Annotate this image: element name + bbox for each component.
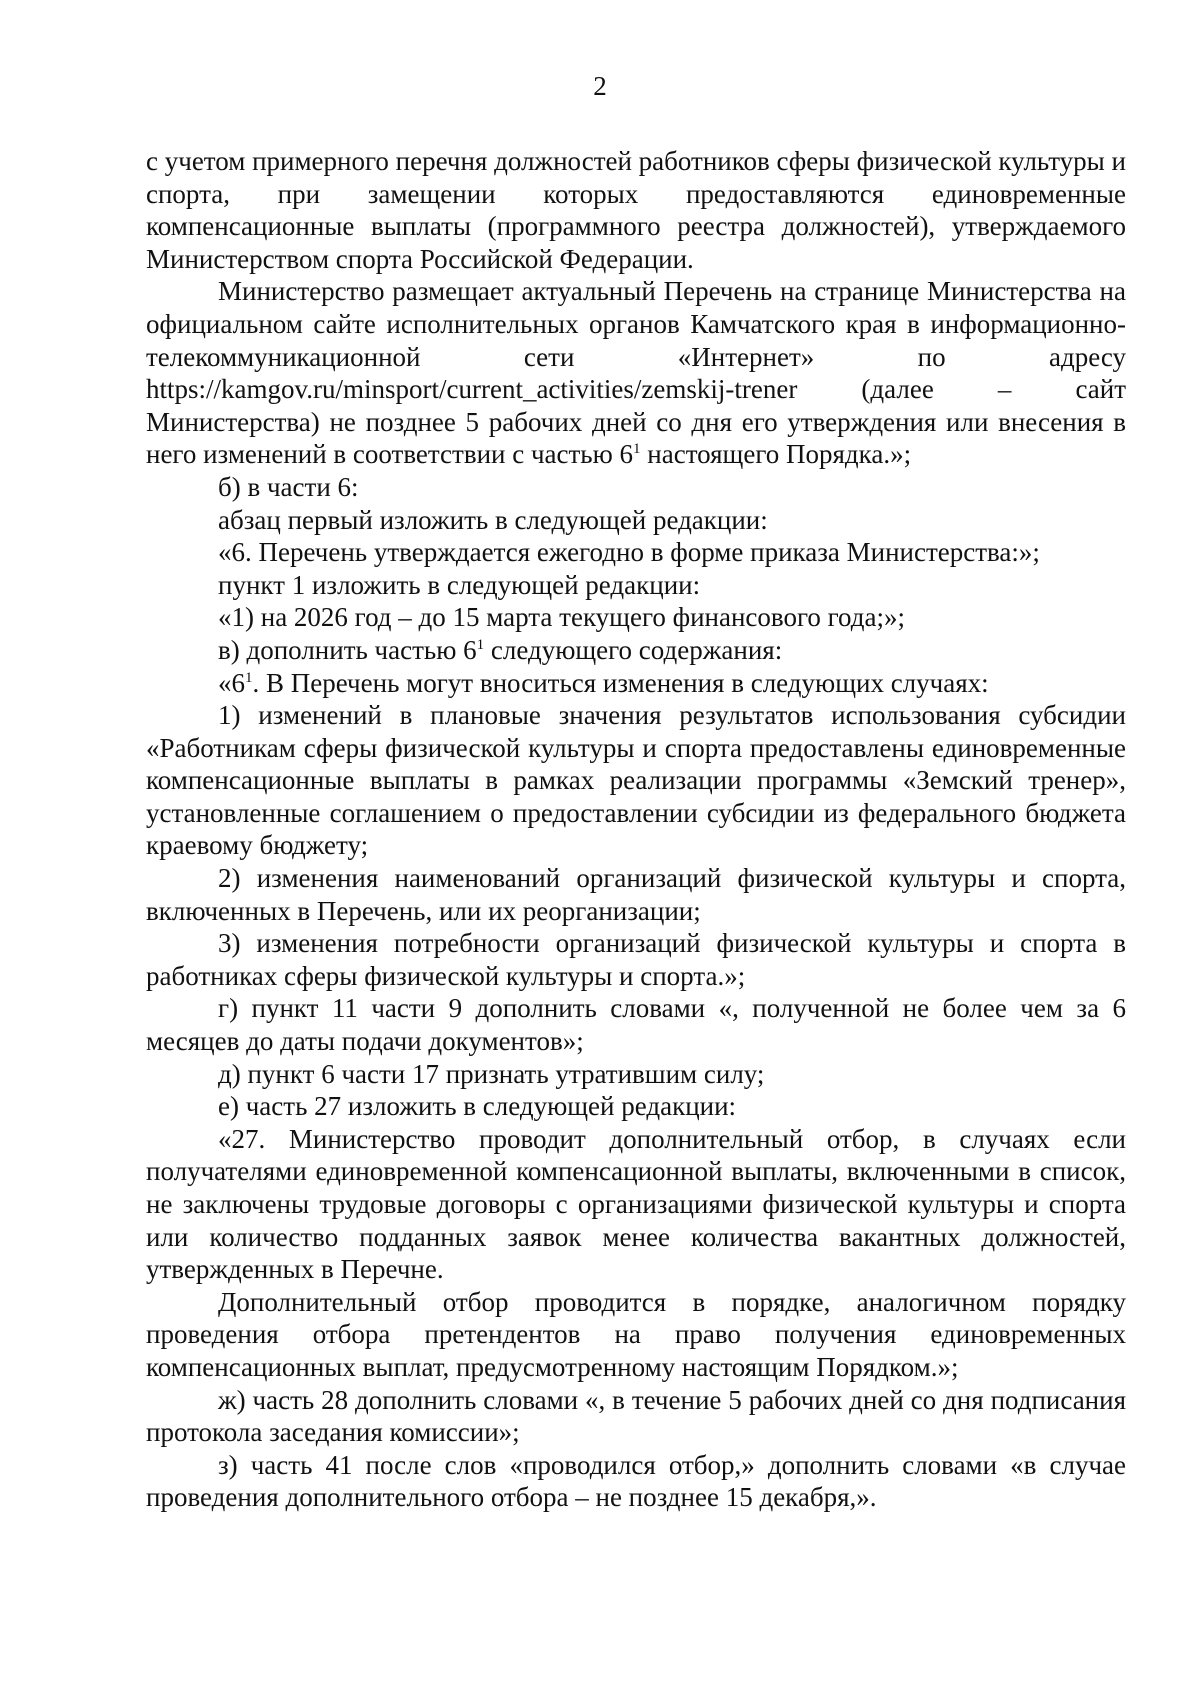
paragraph-item-v <box>146 634 1126 667</box>
paragraph-additional-selection: Дополнительный отбор проводится в порядке, аналогичном порядку проведения отбора претендентов на право получения единовременных компенсационных выплат, предусмотренному настоящим Порядком.»; <box>146 1286 1126 1382</box>
page-number: 2 <box>593 71 607 101</box>
paragraph-case-2: 2) изменения наименований организаций физической культуры и спорта, включенных в Перечень, или их реорганизации; <box>146 863 1126 926</box>
paragraph-first-abzac: абзац первый изложить в следующей редакции: <box>218 504 768 535</box>
superscript: 1 <box>476 636 485 653</box>
paragraph-site-publication <box>146 275 1126 471</box>
paragraph-continuation: с учетом примерного перечня должностей работников сферы физической культуры и спорта, при замещении которых предоставляются единовременные компенсационные выплаты (программного реестра должностей), утверждаемого Министерством спорта Российской Федерации. <box>146 146 1126 274</box>
paragraph-text: настоящего Порядка.»; <box>640 439 912 470</box>
paragraph-part-6: «6. Перечень утверждается ежегодно в форме приказа Министерства:»; <box>218 537 1040 568</box>
paragraph-item-z: з) часть 41 после слов «проводился отбор,» дополнить словами «в случае проведения дополнительного отбора – не позднее 15 декабря,». <box>146 1449 1126 1513</box>
paragraph-text: . В Перечень могут вноситься изменения в следующих случаях: <box>252 667 989 698</box>
paragraph-item-zh: ж) часть 28 дополнить словами «, в течение 5 рабочих дней со дня подписания протокола заседания комиссии»; <box>146 1384 1126 1448</box>
paragraph-part-27: «27. Министерство проводит дополнительный отбор, в случаях если получателями единовременной компенсационной выплаты, включенными в список, не заключены трудовые договоры с организациями физической культуры и спорта или количество подданных заявок менее количества вакантных должностей, утвержденных в Перечне. <box>146 1123 1126 1285</box>
paragraph-text: Министерство размещает актуальный Перечень на странице Министерства на официальном сайте исполнительных органов Камчатского края в информационно-телекоммуникационной сети «Интернет» по адресу https://kamgov.ru/minsport/current_activities/zemskij-trener (далее – сайт Министерства) не позднее 5 рабочих дней со дня его утверждения или внесения в него изменений в соответствии с частью 6 <box>146 276 1126 470</box>
superscript: 1 <box>633 441 641 458</box>
paragraph-case-1: 1) изменений в плановые значения результатов использования субсидии «Работникам сферы физической культуры и спорта предоставлены единовременные компенсационные выплаты в рамках реализации программы «Земский тренер», установленные соглашением о предоставлении субсидии из федерального бюджета краевому бюджету; <box>146 700 1126 861</box>
paragraph-case-3: 3) изменения потребности организаций физической культуры и спорта в работниках сферы физической культуры и спорта.»; <box>146 928 1126 991</box>
document-body <box>146 145 1126 1514</box>
superscript: 1 <box>245 669 253 686</box>
paragraph-text: следующего содержания: <box>484 634 783 665</box>
paragraph-point-1: пункт 1 изложить в следующей редакции: <box>218 569 701 600</box>
paragraph-text: «6 <box>218 667 245 698</box>
paragraph-item-g: г) пункт 11 части 9 дополнить словами «, полученной не более чем за 6 месяцев до даты подачи документов»; <box>146 993 1126 1057</box>
paragraph-item-d: д) пункт 6 части 17 признать утратившим силу; <box>218 1058 765 1089</box>
paragraph-text: в) дополнить частью 6 <box>218 634 477 665</box>
paragraph-point-1-text: «1) на 2026 год – до 15 марта текущего финансового года;»; <box>218 602 905 633</box>
paragraph-part-6-1 <box>146 667 1126 700</box>
paragraph-item-b: б) в части 6: <box>218 471 359 502</box>
paragraph-item-e: е) часть 27 изложить в следующей редакции: <box>218 1091 737 1122</box>
